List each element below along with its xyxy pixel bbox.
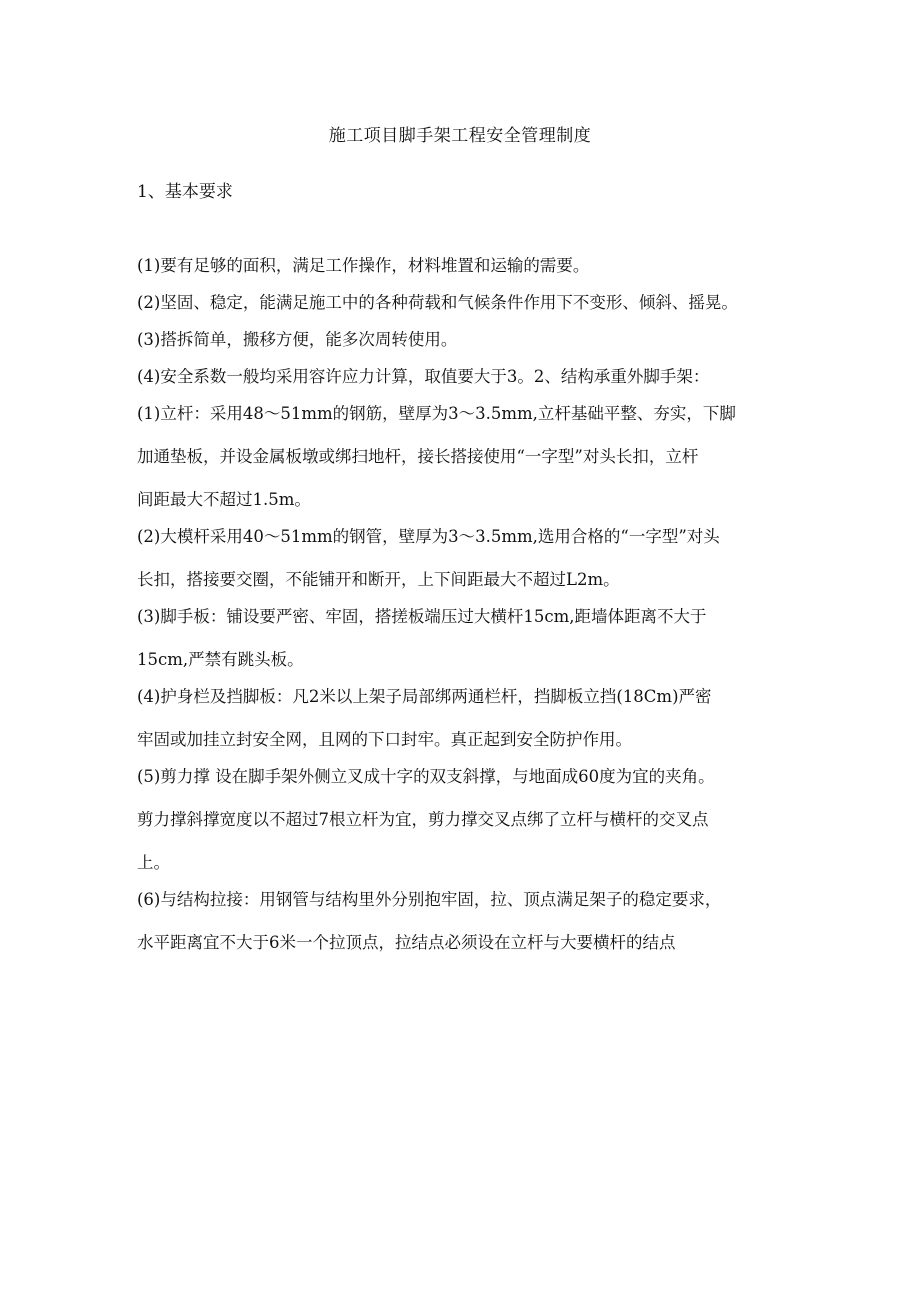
paragraph-line: (2)坚固、稳定，能满足施工中的各种荷载和气候条件作用下不变形、倾斜、摇晃。 — [137, 293, 738, 312]
paragraph-line: 加通垫板，并设金属板墩或绑扫地杆，接长搭接使用“一字型”对头长扣，立杆 — [137, 447, 699, 466]
paragraph-line: 牢固或加挂立封安全网，且网的下口封牢。真正起到安全防护作用。 — [137, 730, 632, 749]
paragraph-line: 剪力撑斜撑宽度以不超过7根立杆为宜，剪力撑交叉点绑了立杆与横杆的交叉点 — [137, 810, 709, 829]
paragraph-line: 水平距离宜不大于6米一个拉顶点，拉结点必须设在立杆与大要横杆的结点 — [137, 933, 676, 952]
paragraph — [137, 328, 797, 352]
paragraph — [137, 254, 797, 278]
document-title: 施工项目脚手架工程安全管理制度 — [328, 126, 592, 146]
paragraph — [137, 291, 797, 315]
paragraph — [137, 685, 797, 752]
paragraph-line: 间距最大不超过1.5m。 — [137, 490, 311, 509]
paragraph — [137, 765, 797, 875]
paragraph-line: 上。 — [137, 853, 170, 872]
paragraph-line: (6)与结构拉接：用钢管与结构里外分别抱牢固，拉、顶点满足架子的稳定要求， — [137, 890, 722, 909]
document-body — [137, 254, 797, 968]
section-heading: 1、基本要求 — [137, 182, 233, 202]
paragraph — [137, 402, 797, 512]
paragraph — [137, 525, 797, 592]
paragraph-line: (4)安全系数一般均采用容许应力计算，取值要大于3。2、结构承重外脚手架： — [137, 367, 710, 386]
paragraph-line: (4)护身栏及挡脚板：凡2米以上架子局部绑两通栏杆，挡脚板立挡(18Cm)严密 — [137, 687, 712, 706]
paragraph-line: (2)大模杆采用40～51mm的钢管，壁厚为3～3.5mm,选用合格的“一字型”对头 — [137, 527, 720, 546]
paragraph-line: (1)要有足够的面积，满足工作操作，材料堆置和运输的需要。 — [137, 256, 590, 275]
paragraph-line: (1)立杆：采用48～51mm的钢筋，壁厚为3～3.5mm,立杆基础平整、夯实，下脚 — [137, 404, 736, 423]
paragraph — [137, 365, 797, 389]
paragraph — [137, 888, 797, 955]
paragraph-line: 15cm,严禁有跳头板。 — [137, 650, 304, 669]
paragraph-line: 长扣，搭接要交圈，不能铺开和断开，上下间距最大不超过L2m。 — [137, 570, 620, 589]
paragraph-line: (3)搭拆简单，搬移方便，能多次周转使用。 — [137, 330, 458, 349]
paragraph-line: (3)脚手板：铺设要严密、牢固，搭搓板端压过大横杆15cm,距墙体距离不大于 — [137, 607, 707, 626]
paragraph-line: (5)剪力撑 设在脚手架外侧立叉成十字的双支斜撑，与地面成60度为宜的夹角。 — [137, 767, 715, 786]
paragraph — [137, 605, 797, 672]
